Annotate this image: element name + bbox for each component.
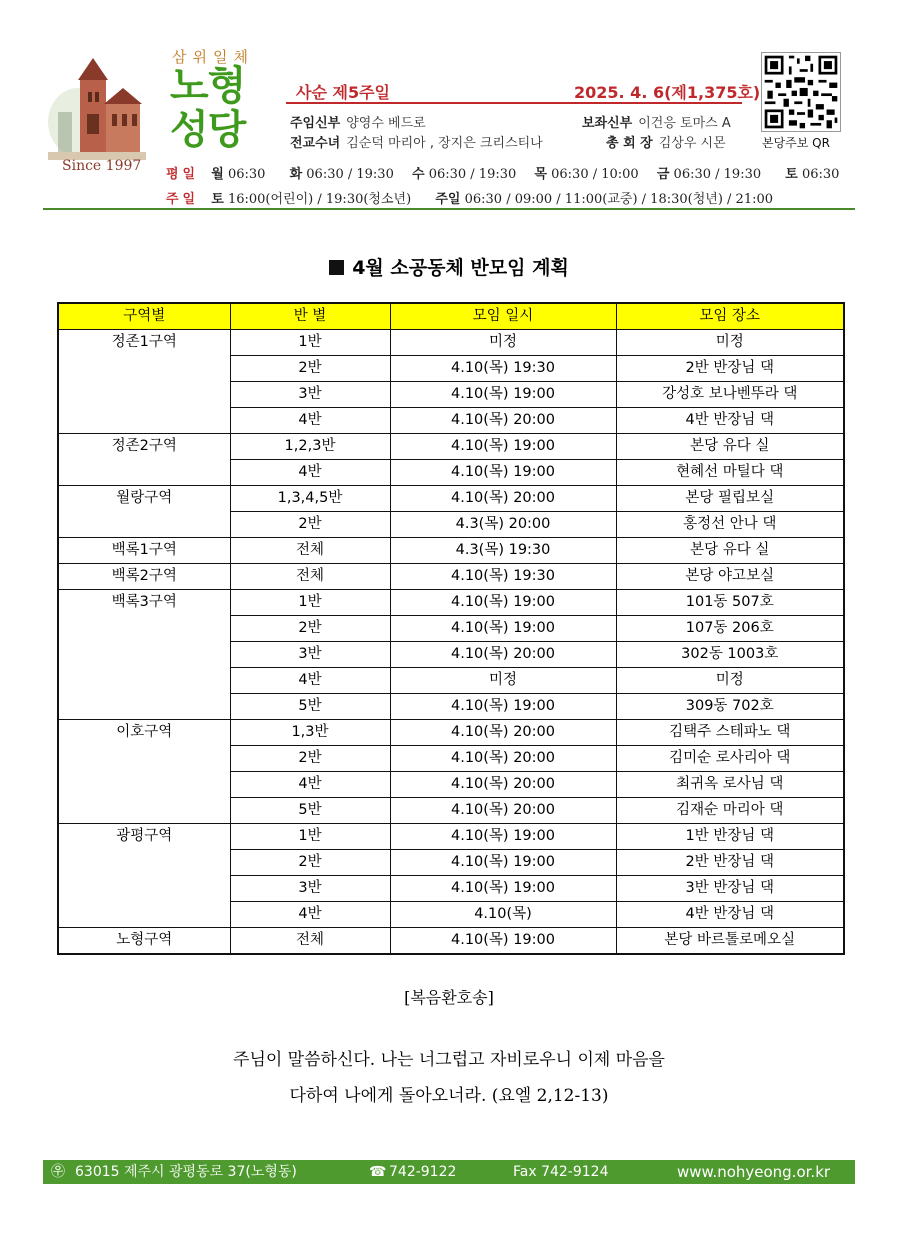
- role-title: 보좌신부: [582, 116, 633, 131]
- table-row: [58, 486, 844, 512]
- location-cell: 김재순 마리아 댁: [616, 798, 844, 824]
- location-cell: 현혜선 마틸다 댁: [616, 460, 844, 486]
- group-cell: 3반: [230, 876, 390, 902]
- group-cell: 2반: [230, 356, 390, 382]
- location-cell: 2반 반장님 댁: [616, 850, 844, 876]
- location-cell: 강성호 보나벤뚜라 댁: [616, 382, 844, 408]
- location-cell: 3반 반장님 댁: [616, 876, 844, 902]
- role-assistant-priest: [582, 112, 731, 131]
- datetime-cell: 4.10(목) 20:00: [390, 772, 616, 798]
- location-cell: 김미순 로사리아 댁: [616, 746, 844, 772]
- role-person: 양영수 베드로: [346, 116, 426, 131]
- zone-cell: 노형구역: [58, 928, 230, 955]
- schedule-entry: 수 06:30 / 19:30: [412, 167, 517, 182]
- group-cell: 3반: [230, 382, 390, 408]
- church-building-illustration: [48, 52, 146, 160]
- datetime-cell: 4.3(목) 20:00: [390, 512, 616, 538]
- role-person: 김상우 시몬: [658, 136, 726, 151]
- phone-icon: ☎: [369, 1164, 387, 1180]
- table-row: [58, 564, 844, 590]
- group-cell: 2반: [230, 746, 390, 772]
- postal-icon: ㉾: [51, 1164, 65, 1180]
- since-year: Since 1997: [62, 158, 142, 174]
- footer-address: 63015 제주시 광평동로 37(노형동): [75, 1164, 297, 1180]
- datetime-cell: 4.10(목) 19:30: [390, 356, 616, 382]
- datetime-cell: 미정: [390, 330, 616, 356]
- datetime-cell: 4.10(목) 20:00: [390, 486, 616, 512]
- zone-cell: 이호구역: [58, 720, 230, 824]
- datetime-cell: 4.10(목) 19:00: [390, 850, 616, 876]
- table-header-row: [58, 303, 844, 330]
- datetime-cell: 4.10(목) 19:00: [390, 876, 616, 902]
- location-cell: 홍정선 안나 댁: [616, 512, 844, 538]
- column-header: 모임 장소: [616, 303, 844, 330]
- zone-cell: 월랑구역: [58, 486, 230, 538]
- weekday-mass-schedule: [166, 163, 839, 182]
- meeting-schedule-table: [57, 302, 845, 955]
- zone-cell: 정존2구역: [58, 434, 230, 486]
- gospel-verse-line2: 다하여 나에게 돌아오너라. (요엘 2,12-13): [289, 1086, 609, 1106]
- footer-phone: 742-9122: [389, 1164, 457, 1180]
- schedule-entry: 토 06:30: [785, 167, 840, 182]
- sunday-label: 주일: [166, 192, 200, 207]
- church-name-line2: 성당: [170, 107, 246, 153]
- datetime-cell: 4.10(목) 20:00: [390, 798, 616, 824]
- group-cell: 5반: [230, 694, 390, 720]
- table-body: [58, 330, 844, 955]
- group-cell: 1,3반: [230, 720, 390, 746]
- location-cell: 미정: [616, 330, 844, 356]
- group-cell: 3반: [230, 642, 390, 668]
- datetime-cell: 미정: [390, 668, 616, 694]
- datetime-cell: 4.10(목) 19:00: [390, 694, 616, 720]
- datetime-cell: 4.10(목) 19:00: [390, 824, 616, 850]
- group-cell: 2반: [230, 616, 390, 642]
- issue-date: 2025. 4. 6(제1,375호): [574, 83, 761, 102]
- location-cell: 1반 반장님 댁: [616, 824, 844, 850]
- group-cell: 전체: [230, 564, 390, 590]
- group-cell: 2반: [230, 850, 390, 876]
- datetime-cell: 4.3(목) 19:30: [390, 538, 616, 564]
- datetime-cell: 4.10(목) 20:00: [390, 408, 616, 434]
- website-link[interactable]: www.nohyeong.or.kr: [677, 1163, 831, 1181]
- location-cell: 김택주 스테파노 댁: [616, 720, 844, 746]
- datetime-cell: 4.10(목) 19:00: [390, 616, 616, 642]
- role-title: 주임신부: [290, 116, 341, 131]
- column-header: 반 별: [230, 303, 390, 330]
- role-title: 전교수녀: [290, 136, 341, 151]
- table-row: [58, 824, 844, 850]
- liturgical-season: 사순 제5주일: [296, 83, 390, 102]
- footer-fax: Fax 742-9124: [513, 1164, 609, 1180]
- group-cell: 5반: [230, 798, 390, 824]
- location-cell: 미정: [616, 668, 844, 694]
- role-person: 이건응 토마스 A: [638, 116, 731, 131]
- location-cell: 302동 1003호: [616, 642, 844, 668]
- section-title: [0, 253, 898, 280]
- schedule-entry: 주일 06:30 / 09:00 / 11:00(교중) / 18:30(청년) / 21:00: [435, 192, 774, 207]
- datetime-cell: 4.10(목): [390, 902, 616, 928]
- group-cell: 4반: [230, 408, 390, 434]
- role-person: 김순덕 마리아 , 장지은 크리스티나: [346, 136, 543, 151]
- column-header: 구역별: [58, 303, 230, 330]
- group-cell: 4반: [230, 668, 390, 694]
- location-cell: 본당 필립보실: [616, 486, 844, 512]
- zone-cell: 정존1구역: [58, 330, 230, 434]
- qr-label: 본당주보 QR: [762, 136, 830, 150]
- location-cell: 본당 야고보실: [616, 564, 844, 590]
- location-cell: 107동 206호: [616, 616, 844, 642]
- table-row: [58, 434, 844, 460]
- table-row: [58, 590, 844, 616]
- group-cell: 1,2,3반: [230, 434, 390, 460]
- location-cell: 본당 유다 실: [616, 434, 844, 460]
- datetime-cell: 4.10(목) 19:00: [390, 928, 616, 955]
- location-cell: 309동 702호: [616, 694, 844, 720]
- datetime-cell: 4.10(목) 19:30: [390, 564, 616, 590]
- schedule-entry: 토 16:00(어린이) / 19:30(청소년): [211, 192, 412, 207]
- group-cell: 1반: [230, 330, 390, 356]
- zone-cell: 백록1구역: [58, 538, 230, 564]
- datetime-cell: 4.10(목) 19:00: [390, 460, 616, 486]
- location-cell: 101동 507호: [616, 590, 844, 616]
- datetime-cell: 4.10(목) 19:00: [390, 590, 616, 616]
- datetime-cell: 4.10(목) 20:00: [390, 642, 616, 668]
- gospel-acclamation-title: [복음환호송]: [404, 988, 494, 1007]
- location-cell: 4반 반장님 댁: [616, 408, 844, 434]
- role-sisters: [290, 132, 543, 151]
- role-council-president: [606, 132, 726, 151]
- datetime-cell: 4.10(목) 20:00: [390, 720, 616, 746]
- datetime-cell: 4.10(목) 20:00: [390, 746, 616, 772]
- zone-cell: 광평구역: [58, 824, 230, 928]
- square-bullet-icon: [329, 260, 344, 275]
- datetime-cell: 4.10(목) 19:00: [390, 382, 616, 408]
- section-title-text: 4월 소공동체 반모임 계획: [352, 257, 569, 279]
- zone-cell: 백록2구역: [58, 564, 230, 590]
- footer-bar: [43, 1160, 855, 1184]
- group-cell: 4반: [230, 460, 390, 486]
- title-divider: [286, 102, 742, 104]
- gospel-verse-line1: 주님이 말씀하신다. 나는 너그럽고 자비로우니 이제 마음을: [233, 1050, 665, 1070]
- group-cell: 1반: [230, 824, 390, 850]
- column-header: 모임 일시: [390, 303, 616, 330]
- location-cell: 본당 유다 실: [616, 538, 844, 564]
- table-row: [58, 720, 844, 746]
- church-name-line1: 노형: [170, 63, 246, 109]
- group-cell: 1반: [230, 590, 390, 616]
- location-cell: 2반 반장님 댁: [616, 356, 844, 382]
- group-cell: 전체: [230, 538, 390, 564]
- group-cell: 2반: [230, 512, 390, 538]
- weekday-label: 평일: [166, 167, 200, 182]
- group-cell: 4반: [230, 772, 390, 798]
- schedule-entry: 목 06:30 / 10:00: [534, 167, 639, 182]
- schedule-entry: 월 06:30: [211, 167, 266, 182]
- location-cell: 최귀옥 로사님 댁: [616, 772, 844, 798]
- header-divider: [43, 208, 855, 210]
- group-cell: 전체: [230, 928, 390, 955]
- location-cell: 본당 바르톨로메오실: [616, 928, 844, 955]
- trinity-label: 삼위일체: [172, 48, 254, 66]
- zone-cell: 백록3구역: [58, 590, 230, 720]
- role-pastor: [290, 112, 426, 131]
- group-cell: 4반: [230, 902, 390, 928]
- location-cell: 4반 반장님 댁: [616, 902, 844, 928]
- table-row: [58, 538, 844, 564]
- datetime-cell: 4.10(목) 19:00: [390, 434, 616, 460]
- table-row: [58, 330, 844, 356]
- role-title: 총 회 장: [606, 136, 653, 151]
- sunday-mass-schedule: [166, 188, 773, 207]
- table-row: [58, 928, 844, 955]
- schedule-entry: 화 06:30 / 19:30: [289, 167, 394, 182]
- schedule-entry: 금 06:30 / 19:30: [656, 167, 762, 182]
- group-cell: 1,3,4,5반: [230, 486, 390, 512]
- qr-code-icon[interactable]: [761, 52, 841, 132]
